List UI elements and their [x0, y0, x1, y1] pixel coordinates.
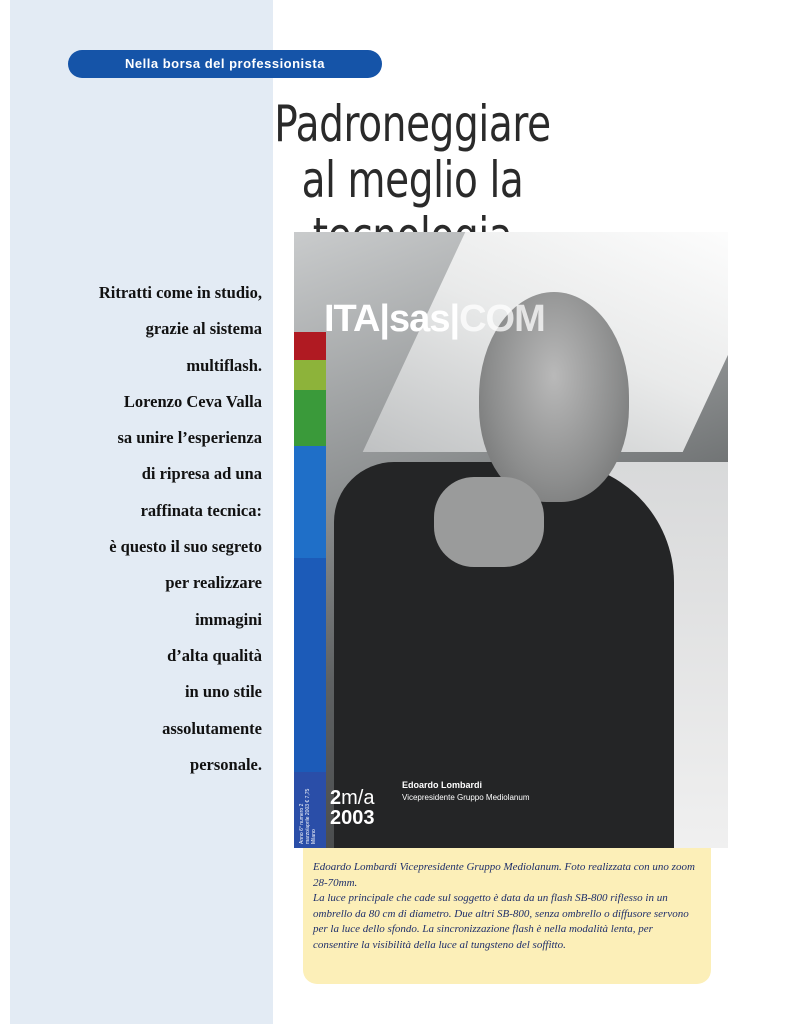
lead-line: Ritratti come in studio, [98, 283, 262, 302]
lead-line: sa unire l’esperienza [117, 428, 262, 448]
lead-line: Lorenzo Ceva Valla [123, 391, 262, 411]
lead-line: raffinata tecnica: [140, 500, 262, 520]
cover-issue-info: Anno 6° numero 2 marzo/aprile 2003 € 7,75 Milano [299, 788, 317, 844]
masthead-com: COM [459, 298, 545, 340]
cover-color-strip [294, 390, 326, 446]
lead-line: multiflash. [186, 355, 262, 375]
lead-line: di ripresa ad una [141, 464, 262, 484]
lead-line: assolutamente [162, 718, 262, 738]
cover-color-strip [294, 332, 326, 360]
lead-line: in uno stile [184, 682, 262, 702]
lead-line: grazie al sistema [145, 319, 262, 339]
cover-person-name: Edoardo Lombardi [402, 780, 483, 790]
section-badge: Nella borsa del professionista [68, 50, 382, 78]
title-line-2: al meglio la [301, 151, 524, 209]
lead-paragraph [40, 275, 262, 783]
photo-caption [313, 860, 700, 953]
cover-person-role: Vicepresidente Gruppo Mediolanum [402, 793, 530, 802]
lead-line: è questo il suo segreto [109, 537, 262, 557]
issue-number: 2 [330, 787, 342, 809]
cover-color-strip [294, 558, 326, 772]
masthead-sas: sas [389, 298, 450, 340]
cover-color-strip [294, 360, 326, 390]
masthead-separator: | [379, 298, 390, 340]
cover-masthead [324, 298, 545, 341]
issue-year: 2003 [330, 807, 375, 829]
title-line-1: Padroneggiare [274, 95, 551, 153]
magazine-cover-photo [294, 232, 728, 848]
cover-color-strip [294, 446, 326, 558]
issue-bimonth: m/a [341, 787, 375, 809]
caption-line: La luce principale che cade sul soggetto è data da un flash SB-800 riflesso in un ombrello da 80 cm di diametro. Due altri SB-800, senza ombrello o diffusore servono per la luce dello sfondo. La sincronizzazione flash è nella modalità lenta, per consentire la visibilità della luce al tungsteno del soffitto. [313, 892, 689, 951]
lead-line: immagini [195, 609, 262, 629]
caption-line: Edoardo Lombardi Vicepresidente Gruppo Mediolanum. Foto realizzata con uno zoom 28-70mm. [313, 861, 695, 889]
cover-issue-number [330, 788, 375, 828]
masthead-ita: ITA [324, 298, 380, 340]
portrait-hand [434, 477, 544, 567]
lead-line: d’alta qualità [167, 645, 262, 665]
lead-line: per realizzare [165, 573, 262, 593]
masthead-separator: | [449, 298, 460, 340]
lead-line: personale. [190, 754, 262, 774]
